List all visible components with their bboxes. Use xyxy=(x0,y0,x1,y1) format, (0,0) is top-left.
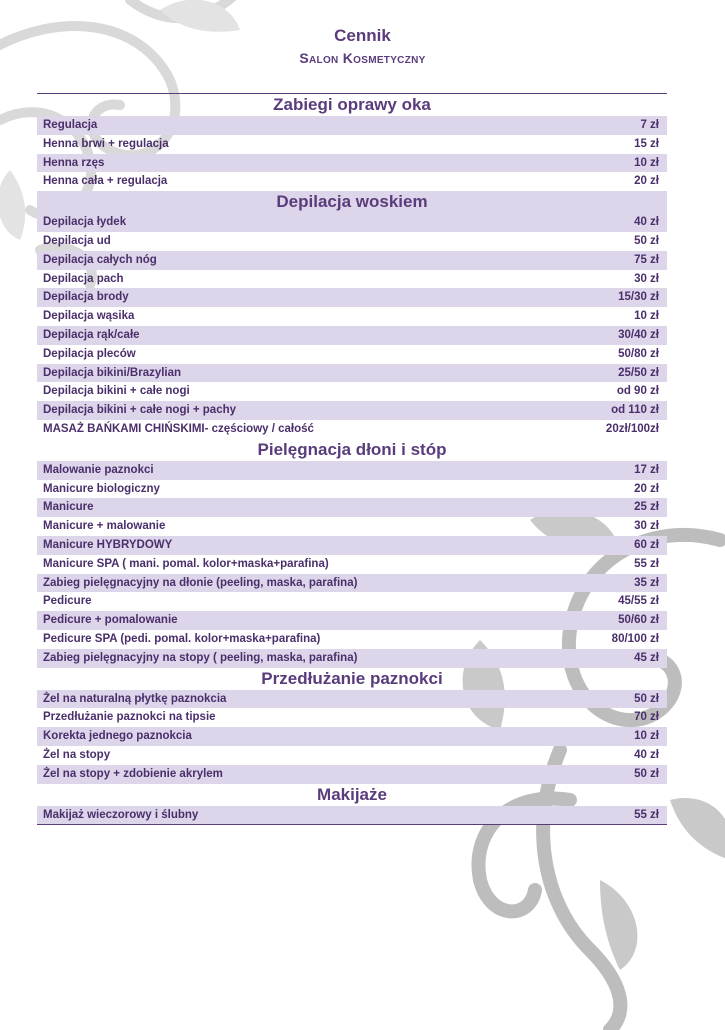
service-price: 30 zł xyxy=(634,520,659,533)
service-name: Zabieg pielęgnacyjny na dłonie (peeling, maska, parafina) xyxy=(43,576,358,589)
price-row xyxy=(37,154,667,173)
service-price: 50 zł xyxy=(634,234,659,247)
price-row xyxy=(37,251,667,270)
service-name: Makijaż wieczorowy i ślubny xyxy=(43,808,199,821)
price-row xyxy=(37,806,667,825)
service-name: Przedłużanie paznokci na tipsie xyxy=(43,711,216,724)
service-price: od 90 zł xyxy=(616,385,659,398)
service-price: 25 zł xyxy=(634,501,659,514)
service-name: Depilacja ud xyxy=(43,234,111,247)
service-price: 75 zł xyxy=(634,253,659,266)
section-heading: Zabiegi oprawy oka xyxy=(273,95,431,114)
price-row xyxy=(37,270,667,289)
price-row xyxy=(37,517,667,536)
service-price: 17 zł xyxy=(634,463,659,476)
service-name: Korekta jednego paznokcia xyxy=(43,730,192,743)
service-name: Depilacja łydek xyxy=(43,216,127,229)
service-name: Żel na naturalną płytkę paznokcia xyxy=(43,692,227,705)
service-price: 45 zł xyxy=(634,651,659,664)
price-row xyxy=(37,420,667,439)
price-row xyxy=(37,364,667,383)
price-row xyxy=(37,592,667,611)
service-price: 45/55 zł xyxy=(618,595,659,608)
price-row xyxy=(37,135,667,154)
service-price: 40 zł xyxy=(634,216,659,229)
service-name: Depilacja bikini/Brazylian xyxy=(43,366,182,379)
price-row xyxy=(37,649,667,668)
bottom-divider xyxy=(37,824,667,825)
price-row xyxy=(37,401,667,420)
service-name: Zabieg pielęgnacyjny na stopy ( peeling, maska, parafina) xyxy=(43,651,358,664)
section-heading: Pielęgnacja dłoni i stóp xyxy=(257,439,447,459)
price-row xyxy=(37,708,667,727)
service-name: Depilacja rąk/całe xyxy=(43,328,140,341)
service-name: Henna cała + regulacja xyxy=(43,175,168,188)
service-name: Henna rzęs xyxy=(43,156,105,169)
service-price: 50/80 zł xyxy=(618,347,659,360)
price-row xyxy=(37,213,667,232)
service-price: 7 zł xyxy=(640,119,659,131)
price-row xyxy=(37,345,667,364)
service-name: Pedicure + pomalowanie xyxy=(43,614,178,627)
service-name: Depilacja bikini + całe nogi + pachy xyxy=(43,404,237,417)
service-name: Regulacja xyxy=(43,119,98,131)
service-price: 80/100 zł xyxy=(611,632,659,645)
service-price: 50/60 zł xyxy=(618,614,659,627)
service-name: Depilacja brody xyxy=(43,291,129,304)
price-row xyxy=(37,172,667,191)
price-row xyxy=(37,307,667,326)
service-name: Depilacja wąsika xyxy=(43,310,135,323)
service-price: 60 zł xyxy=(634,538,659,551)
service-price: 10 zł xyxy=(634,730,659,743)
service-name: Manicure HYBRYDOWY xyxy=(43,538,173,551)
service-name: Depilacja bikini + całe nogi xyxy=(43,385,190,398)
service-name: Manicure + malowanie xyxy=(43,520,166,533)
service-price: 25/50 zł xyxy=(618,366,659,379)
service-price: 30 zł xyxy=(634,272,659,285)
service-price: 35 zł xyxy=(634,576,659,589)
service-price: 50 zł xyxy=(634,767,659,780)
service-price: 10 zł xyxy=(634,156,659,169)
price-row xyxy=(37,746,667,765)
service-price: 15/30 zł xyxy=(618,291,659,304)
price-row xyxy=(37,382,667,401)
service-name: Manicure biologiczny xyxy=(43,482,160,495)
price-row xyxy=(37,727,667,746)
service-price: 10 zł xyxy=(634,310,659,323)
price-row xyxy=(37,288,667,307)
section-heading: Makijaże xyxy=(317,784,387,804)
service-name: Depilacja pach xyxy=(43,272,124,285)
service-name: Henna brwi + regulacja xyxy=(43,137,169,150)
service-price: 20zł/100zł xyxy=(605,422,659,435)
price-row xyxy=(37,765,667,784)
service-name: Pedicure SPA (pedi. pomal. kolor+maska+parafina) xyxy=(43,632,321,645)
price-row xyxy=(37,232,667,251)
price-list xyxy=(37,94,667,825)
service-name: Malowanie paznokci xyxy=(43,463,154,476)
service-name: Manicure SPA ( mani. pomal. kolor+maska+parafina) xyxy=(43,557,329,570)
price-row xyxy=(37,574,667,593)
service-price: od 110 zł xyxy=(611,404,659,417)
service-price: 30/40 zł xyxy=(618,328,659,341)
service-name: Depilacja pleców xyxy=(43,347,136,360)
service-price: 55 zł xyxy=(634,808,659,821)
section-heading: Przedłużanie paznokci xyxy=(261,668,443,688)
price-row xyxy=(37,611,667,630)
service-price: 50 zł xyxy=(634,692,659,705)
price-row xyxy=(37,630,667,649)
price-row xyxy=(37,498,667,517)
service-name: Żel na stopy xyxy=(43,748,111,761)
service-name: MASAŻ BAŃKAMI CHIŃSKIMI- częściowy / całość xyxy=(43,422,314,435)
service-name: Pedicure xyxy=(43,595,92,608)
price-row xyxy=(37,116,667,135)
service-price: 55 zł xyxy=(634,557,659,570)
price-row xyxy=(37,461,667,480)
price-row xyxy=(37,555,667,574)
service-price: 70 zł xyxy=(634,711,659,724)
service-name: Manicure xyxy=(43,501,94,514)
section-heading: Depilacja woskiem xyxy=(37,191,667,213)
service-name: Depilacja całych nóg xyxy=(43,253,157,266)
page-title: Cennik xyxy=(334,26,391,45)
service-price: 20 zł xyxy=(634,482,659,495)
price-row xyxy=(37,690,667,709)
service-price: 20 zł xyxy=(634,175,659,188)
service-price: 15 zł xyxy=(634,137,659,150)
price-row xyxy=(37,536,667,555)
price-row xyxy=(37,326,667,345)
price-row xyxy=(37,480,667,499)
page-subtitle: Salon Kosmetyczny xyxy=(299,50,426,66)
service-price: 40 zł xyxy=(634,748,659,761)
service-name: Żel na stopy + zdobienie akrylem xyxy=(43,767,223,780)
